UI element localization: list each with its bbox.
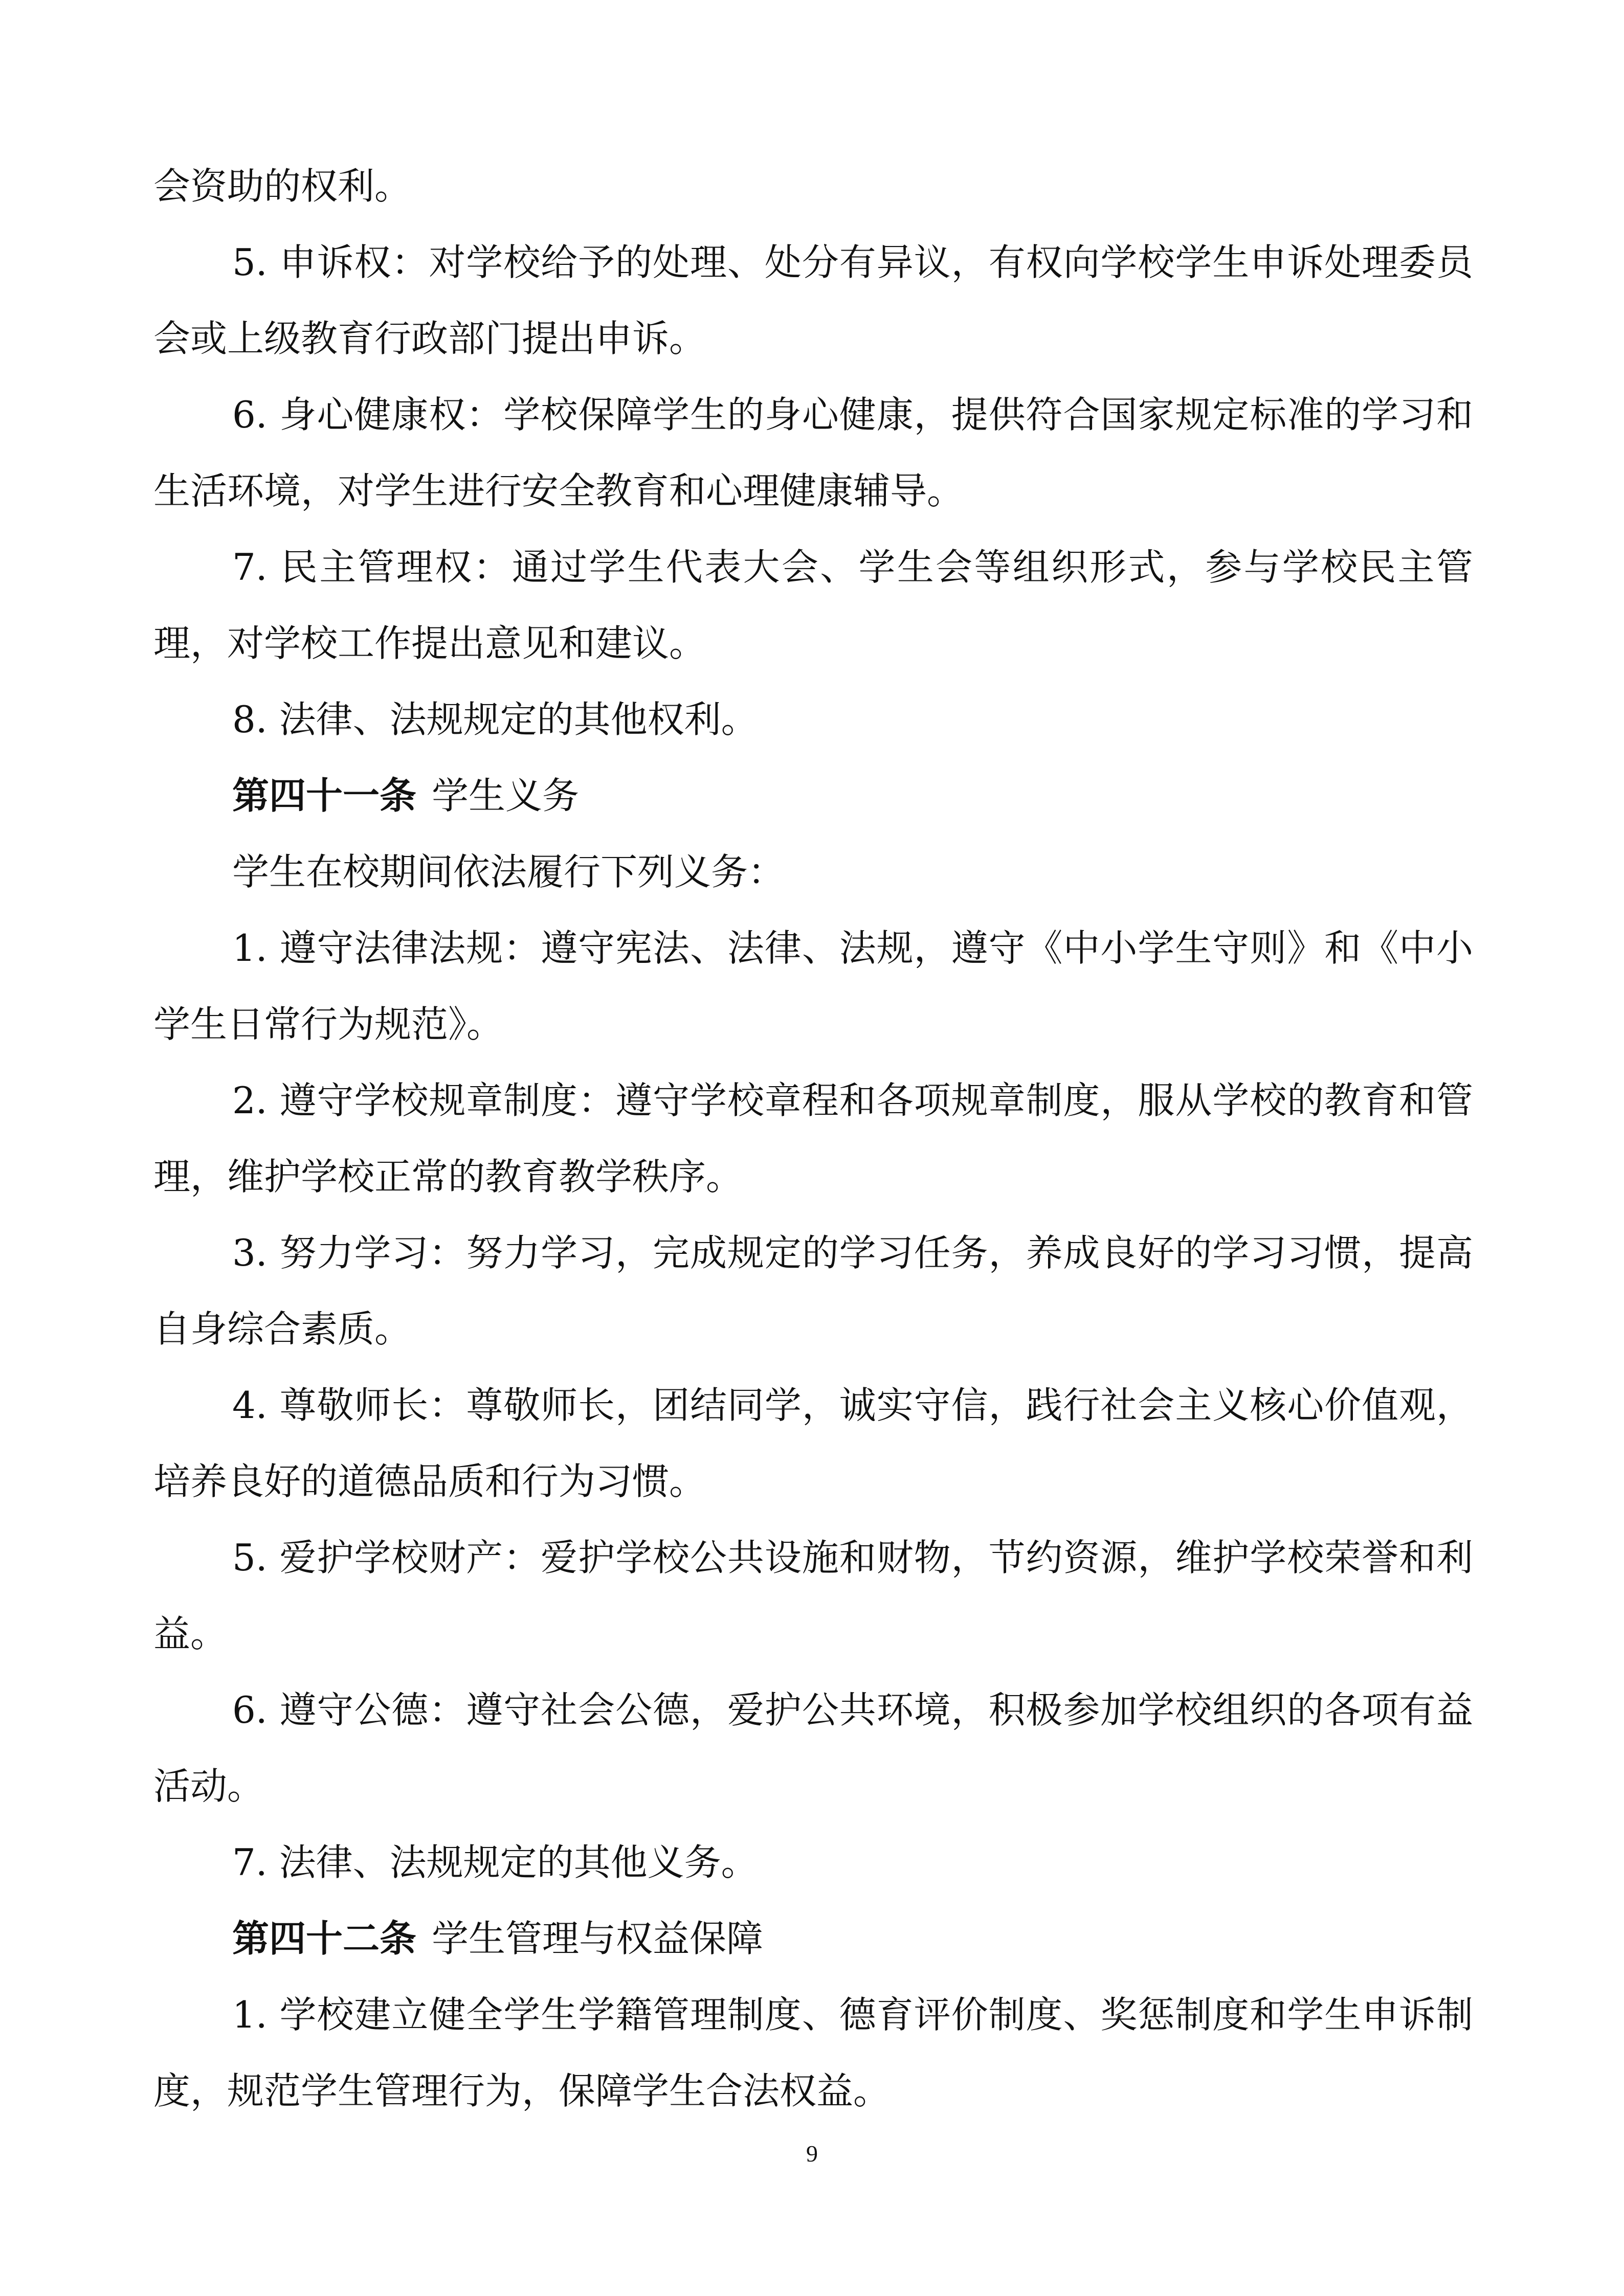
list-item-right-7: 7. 民主管理权：通过学生代表大会、学生会等组织形式，参与学校民主管理，对学校工作提出意见和建议。	[153, 546, 1473, 665]
article-41-title: 学生义务	[432, 774, 580, 817]
list-item-duty-5: 5. 爱护学校财产：爱护学校公共设施和财物，节约资源，维护学校荣誉和利益。	[153, 1536, 1473, 1655]
page-number: 9	[806, 2141, 818, 2167]
article-42-title: 学生管理与权益保障	[432, 1917, 764, 1960]
list-item-right-8: 8. 法律、法规规定的其他权利。	[232, 698, 758, 741]
list-item-duty-7: 7. 法律、法规规定的其他义务。	[232, 1841, 758, 1884]
list-item-duty-4: 4. 尊敬师长：尊敬师长，团结同学，诚实守信，践行社会主义核心价值观，培养良好的道德品质和行为习惯。	[153, 1384, 1473, 1503]
document-body	[153, 148, 1473, 2129]
list-item-right-5: 5. 申诉权：对学校给予的处理、处分有异议，有权向学校学生申诉处理委员会或上级教育行政部门提出申诉。	[153, 241, 1473, 360]
article-42-number: 第四十二条	[232, 1917, 417, 1960]
list-item-right-6: 6. 身心健康权：学校保障学生的身心健康，提供符合国家规定标准的学习和生活环境，对学生进行安全教育和心理健康辅导。	[153, 393, 1473, 512]
list-item-duty-2: 2. 遵守学校规章制度：遵守学校章程和各项规章制度，服从学校的教育和管理，维护学校正常的教育教学秩序。	[153, 1079, 1473, 1198]
paragraph-continuation: 会资助的权利。	[153, 165, 412, 208]
article-41-number: 第四十一条	[232, 774, 417, 817]
list-item-duty-1: 1. 遵守法律法规：遵守宪法、法律、法规，遵守《中小学生守则》和《中小学生日常行为规范》。	[153, 927, 1473, 1046]
article-42-heading	[153, 1901, 1473, 1977]
article-41-intro: 学生在校期间依法履行下列义务：	[232, 850, 785, 893]
list-item-management-1: 1. 学校建立健全学生学籍管理制度、德育评价制度、奖惩制度和学生申诉制度，规范学生管理行为，保障学生合法权益。	[153, 1993, 1473, 2112]
article-41-heading	[153, 758, 1473, 834]
list-item-duty-3: 3. 努力学习：努力学习，完成规定的学习任务，养成良好的学习习惯，提高自身综合素质。	[153, 1231, 1473, 1350]
list-item-duty-6: 6. 遵守公德：遵守社会公德，爱护公共环境，积极参加学校组织的各项有益活动。	[153, 1689, 1473, 1808]
